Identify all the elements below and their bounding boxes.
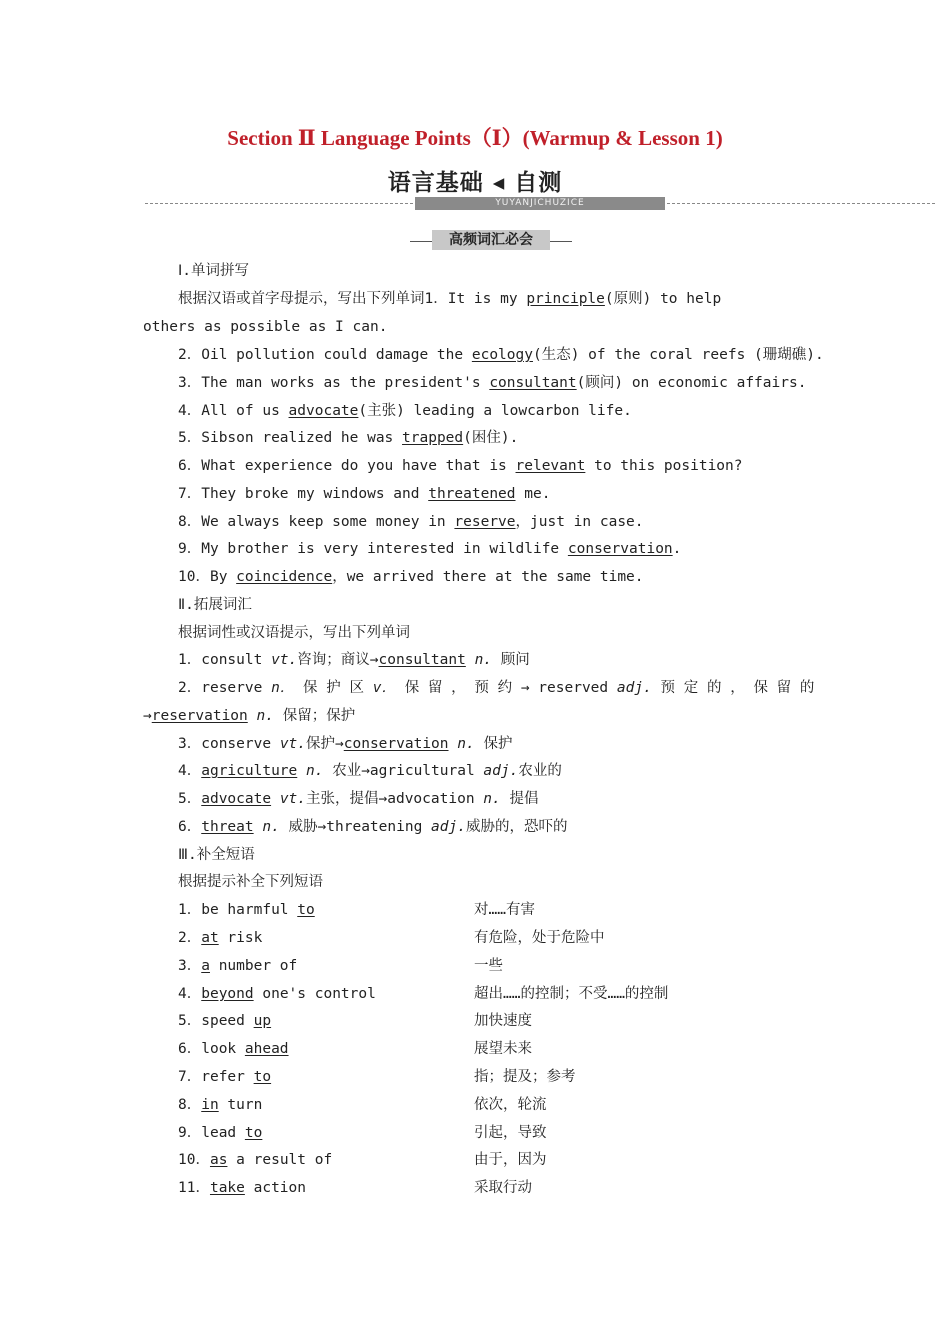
answer-word: in (201, 1097, 219, 1113)
phrase-meaning: 对……有害 (474, 902, 535, 918)
item-number: 1． (424, 291, 448, 307)
phrase-item: 11．take action (178, 1180, 306, 1196)
section-banner-title: 语言基础 ◂ 自测 (387, 170, 563, 196)
divider-left (145, 203, 413, 204)
list-item: 2．Oil pollution could damage the ecology(生态) of the coral reefs (珊瑚礁). (178, 347, 824, 363)
item-number: 6． (178, 819, 202, 835)
phrase-item: 6．look ahead (178, 1041, 289, 1057)
item-number: 4． (178, 986, 202, 1002)
item-number: 4． (178, 403, 202, 419)
list-item: 4．All of us advocate(主张) leading a lowcarbon life. (178, 403, 632, 419)
list-item-continuation: others as possible as I can. (143, 319, 388, 335)
list-item: 1．consult vt.咨询；商议→consultant n. 顾问 (178, 652, 530, 668)
answer-word: consultant (378, 652, 466, 668)
answer-word: to (253, 1069, 272, 1085)
item-number: 5． (178, 430, 202, 446)
subheading-rule-right (550, 241, 572, 242)
item-number: 2． (178, 680, 202, 696)
item-number: 3． (178, 736, 202, 752)
answer-word: at (201, 930, 219, 946)
list-item: 8．We always keep some money in reserve，just in case. (178, 514, 644, 530)
phrase-meaning: 采取行动 (474, 1180, 532, 1196)
answer-word: a (201, 958, 210, 974)
item-number: 6． (178, 458, 202, 474)
phrase-item: 1．be harmful to (178, 902, 315, 918)
answer-word: to (297, 902, 315, 918)
list-item: 3．The man works as the president's consultant(顾问) on economic affairs. (178, 375, 807, 391)
section-banner-subtitle: YUYANJICHUZICE (495, 198, 585, 208)
item-number: 9． (178, 541, 202, 557)
item-number: 2． (178, 347, 202, 363)
item-number: 11． (178, 1180, 210, 1196)
subheading: 高频词汇必会 (432, 230, 550, 250)
phrase-item: 3．a number of (178, 958, 298, 974)
list-item: 6．What experience do you have that is relevant to this position? (178, 458, 743, 474)
list-item: 9．My brother is very interested in wildlife conservation. (178, 541, 682, 557)
phrase-meaning: 一些 (474, 958, 503, 974)
answer-word: beyond (201, 986, 254, 1002)
item-number: 10． (178, 569, 210, 585)
part2-heading: Ⅱ.拓展词汇 (178, 597, 252, 613)
answer-word: ecology (471, 347, 533, 363)
phrase-item: 9．lead to (178, 1125, 263, 1141)
item-number: 6． (178, 1041, 202, 1057)
list-item: 3．conserve vt.保护→conservation n. 保护 (178, 736, 513, 752)
item-number: 2． (178, 930, 202, 946)
part2-instruction: 根据词性或汉语提示，写出下列单词 (178, 625, 410, 641)
page-title: Section Ⅱ Language Points（Ⅰ）(Warmup & Lesson 1) (227, 126, 723, 150)
part3-instruction: 根据提示补全下列短语 (178, 874, 323, 890)
list-item: 2．reserve n． 保 护 区 v． 保 留 ， 预 约 → reserved adj. 预 定 的 ， 保 留 的 (178, 680, 815, 696)
answer-word: take (209, 1180, 245, 1196)
divider-right (667, 203, 935, 204)
item-number: 1． (178, 652, 202, 668)
phrase-item: 2．at risk (178, 930, 263, 946)
phrase-meaning: 超出……的控制；不受……的控制 (474, 986, 669, 1002)
phrase-meaning: 指；提及；参考 (474, 1069, 576, 1085)
item-number: 10． (178, 1152, 210, 1168)
list-item-continuation: →reservation n. 保留；保护 (143, 708, 356, 724)
phrase-item: 5．speed up (178, 1013, 272, 1029)
answer-word: principle (526, 291, 605, 307)
part1-instruction: 根据汉语或首字母提示，写出下列单词 (178, 291, 425, 307)
list-item: 10．By coincidence，we arrived there at the same time. (178, 569, 644, 585)
phrase-item: 10．as a result of (178, 1152, 333, 1168)
item-number: 7． (178, 486, 202, 502)
item-number: 7． (178, 1069, 202, 1085)
subheading-box (410, 230, 572, 252)
answer-word: agriculture (201, 763, 298, 779)
answer-word: advocate (201, 791, 272, 807)
answer-word: trapped (402, 430, 464, 446)
answer-word: ahead (244, 1041, 289, 1057)
item-number: 1． (178, 902, 202, 918)
answer-word: up (253, 1013, 272, 1029)
item-number: 3． (178, 375, 202, 391)
answer-word: advocate (288, 403, 359, 419)
item-number: 8． (178, 514, 202, 530)
phrase-meaning: 展望未来 (474, 1041, 532, 1057)
phrase-meaning: 有危险，处于危险中 (474, 930, 605, 946)
phrase-meaning: 加快速度 (474, 1013, 532, 1029)
subheading-rule-left (410, 241, 432, 242)
answer-word: as (209, 1152, 228, 1168)
list-item: 4．agriculture n. 农业→agricultural adj.农业的 (178, 763, 562, 779)
item-number: 5． (178, 791, 202, 807)
part1-heading: Ⅰ.单词拼写 (178, 263, 250, 279)
item-number: 9． (178, 1125, 202, 1141)
item-number: 8． (178, 1097, 202, 1113)
phrase-item: 4．beyond one's control (178, 986, 376, 1002)
phrase-item: 8．in turn (178, 1097, 263, 1113)
answer-word: conservation (343, 736, 449, 752)
answer-word: relevant (515, 458, 586, 474)
item-number: 4． (178, 763, 202, 779)
answer-word: consultant (489, 375, 577, 391)
answer-word: threat (201, 819, 254, 835)
list-item: 5．advocate vt.主张，提倡→advocation n. 提倡 (178, 791, 539, 807)
phrase-item: 7．refer to (178, 1069, 272, 1085)
answer-word: reservation (151, 708, 248, 724)
item-number: 3． (178, 958, 202, 974)
part3-heading: Ⅲ.补全短语 (178, 847, 255, 863)
phrase-meaning: 依次，轮流 (474, 1097, 547, 1113)
list-item: 6．threat n. 威胁→threatening adj.威胁的，恐吓的 (178, 819, 568, 835)
list-item: 5．Sibson realized he was trapped(困住). (178, 430, 519, 446)
answer-word: reserve (454, 514, 516, 530)
answer-word: threatened (428, 486, 516, 502)
answer-word: conservation (567, 541, 673, 557)
list-item: 7．They broke my windows and threatened me. (178, 486, 551, 502)
answer-word: coincidence (236, 569, 333, 585)
phrase-meaning: 由于，因为 (474, 1152, 547, 1168)
answer-word: to (244, 1125, 263, 1141)
list-item: 根据汉语或首字母提示，写出下列单词1．It is my principle(原则) to help (178, 291, 722, 307)
item-number: 5． (178, 1013, 202, 1029)
phrase-meaning: 引起，导致 (474, 1125, 547, 1141)
